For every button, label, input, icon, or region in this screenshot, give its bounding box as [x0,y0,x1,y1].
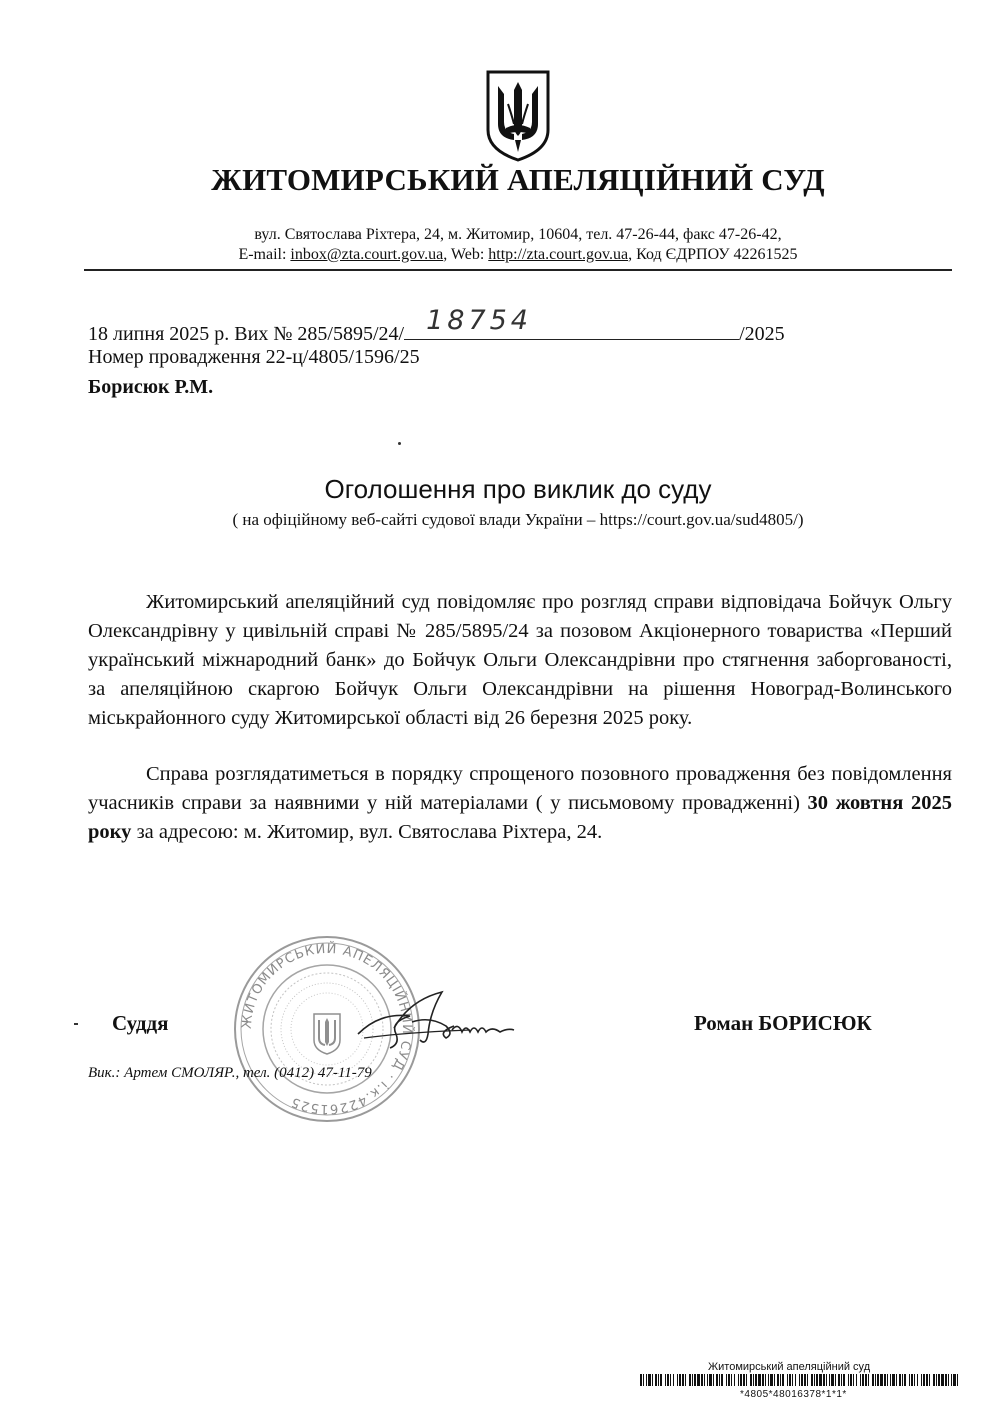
barcode-bar [853,1374,854,1386]
barcode-bar [731,1374,732,1386]
barcode-bar [743,1374,745,1386]
barcode-bar [917,1374,918,1386]
barcode-bar [899,1374,901,1386]
barcode-bar [777,1374,779,1386]
barcode-bar [938,1374,940,1386]
barcode-bar [768,1374,769,1386]
barcode-bar [804,1374,806,1386]
barcode-bar [819,1374,822,1386]
barcode-bar [692,1374,693,1386]
paragraph-2-end: за адресою: м. Житомир, вул. Святослава Ріхтера, 24. [131,821,603,843]
barcode-bar [884,1374,886,1386]
barcode-bar [792,1374,793,1386]
barcode-bar [670,1374,671,1386]
barcode-bar [780,1374,781,1386]
barcode-bar [877,1374,879,1386]
barcode-bar [665,1374,666,1386]
barcode-bar [929,1374,930,1386]
paragraph-2-start: Справа розглядатиметься в порядку спрощеного позовного провадження без повідомлення учасників справи за наявними у ній матеріалами ( у письмовому провадженні) [88,763,952,814]
barcode-bar [945,1374,947,1386]
body-paragraph-1: Житомирський апеляційний суд повідомляє про розгляд справи відповідача Бойчук Ольгу Олександрівну у цивільній справі № 285/5895/24 за позовом Акціонерного товариства «Перший український міжнародний банк» до Бойчук Ольги Олександрівни про стягнення заборгованості, за апеляційною скаргою Бойчук Ольги Олександрівни на рішення Новоград-Волинського міськрайонного суду Житомирської області від 26 березня 2025 року. [88,591,952,729]
barcode-bar [697,1374,700,1386]
barcode-bar [814,1374,815,1386]
judge-name: Роман БОРИСЮК [694,1011,872,1035]
barcode-bar [658,1374,659,1386]
announcement-subtitle: ( на офіційному веб-сайті судової влади України – https://court.gov.ua/sud4805/) [232,510,804,529]
edrpou-code: , Код ЄДРПОУ 42261525 [628,246,798,263]
barcode-bar [789,1374,791,1386]
addressee: Борисюк Р.М. [88,376,214,398]
outgoing-number-blank [404,305,739,340]
barcode-bar [753,1374,754,1386]
email-label: E-mail: [238,246,291,263]
barcode-bar [782,1374,784,1386]
barcode-bar [892,1374,895,1386]
barcode-bar [835,1374,836,1386]
barcode-bar [914,1374,915,1386]
barcode-bar [875,1374,876,1386]
signature-role: Суддя [112,1011,169,1035]
outgoing-number-line [88,305,785,346]
barcode-bar [716,1374,718,1386]
barcode-bar [826,1374,827,1386]
barcode-bar [750,1374,752,1386]
barcode-bar [911,1374,913,1386]
barcode-bar [652,1374,653,1386]
court-name: ЖИТОМИРСЬКИЙ АПЕЛЯЦІЙНИЙ СУД [211,162,825,197]
barcode-bar [713,1374,714,1386]
barcode-bar [746,1374,747,1386]
barcode-bar [902,1374,903,1386]
barcode-bar [807,1374,808,1386]
barcode-bar [709,1374,712,1386]
email-link[interactable]: inbox@zta.court.gov.ua [290,246,444,263]
barcode-bar [926,1374,928,1386]
barcode-label: Житомирський апеляційний суд [708,1361,871,1373]
barcode-bar [685,1374,686,1386]
barcode-bar [721,1374,723,1386]
barcode-bar [787,1374,788,1386]
barcode-bar [816,1374,818,1386]
barcode-bar [689,1374,691,1386]
barcode-bar [948,1374,949,1386]
handwritten-number: 18754 [426,305,532,336]
seal-text: ЖИТОМИРСЬКИЙ АПЕЛЯЦІЙНИЙ СУД · і.к.42261525 [239,941,415,1117]
barcode-bar [795,1374,796,1386]
barcode-bar [957,1374,958,1386]
barcode-bar [774,1374,775,1386]
barcode-bar [770,1374,773,1386]
barcode-bar [728,1374,730,1386]
barcode-bar [880,1374,883,1386]
barcode-bar [951,1374,952,1386]
scan-mark [74,1023,78,1025]
barcode-bar [738,1374,739,1386]
proceeding-number: Номер провадження 22-ц/4805/1596/25 [88,346,420,368]
barcode-bar [921,1374,922,1386]
barcode-bar [694,1374,696,1386]
barcode-bar [701,1374,703,1386]
barcode-bar [841,1374,842,1386]
header-divider [84,269,952,271]
barcode-bar [890,1374,891,1386]
barcode-bar [923,1374,925,1386]
web-label: , Web: [443,246,489,263]
body-paragraph-2 [88,760,952,847]
barcode-bar [740,1374,742,1386]
barcode-bar [801,1374,803,1386]
barcode-bar [765,1374,766,1386]
barcode-bar [660,1374,662,1386]
barcode-bar [719,1374,720,1386]
barcode-bar [862,1374,864,1386]
executor-line: Вик.: Артем СМОЛЯР., тел. (0412) 47-11-79 [88,1065,372,1081]
barcode-bar [682,1374,684,1386]
barcode-bar [811,1374,813,1386]
barcode-bar [933,1374,935,1386]
barcode-bar [679,1374,681,1386]
barcode-bar [667,1374,669,1386]
barcode-bar [758,1374,761,1386]
barcode-bar [856,1374,857,1386]
barcode-bar [734,1374,735,1386]
barcode-bar [823,1374,825,1386]
announcement-title: Оголошення про виклик до суду [324,474,712,504]
barcode-bar [838,1374,840,1386]
barcode-bar [904,1374,906,1386]
barcode-bar [850,1374,852,1386]
barcode-bar [755,1374,757,1386]
barcode-bar [887,1374,888,1386]
barcode-bar [843,1374,845,1386]
barcode-bar [704,1374,705,1386]
court-contacts [0,246,1000,264]
barcode-text: *4805*48016378*1*1* [740,1389,847,1400]
barcode-bar [953,1374,956,1386]
barcode-bar [909,1374,910,1386]
barcode-bar [848,1374,849,1386]
barcode-bar [640,1374,642,1386]
outgoing-suffix: /2025 [739,323,785,345]
web-link[interactable]: http://zta.court.gov.ua [488,246,629,263]
barcode-bar [648,1374,651,1386]
barcode-bar [941,1374,944,1386]
hearing-date: 30 жовтня 2025 року [88,792,952,843]
barcode [640,1374,958,1386]
handwritten-signature [350,982,520,1062]
barcode-bar [655,1374,657,1386]
court-address: вул. Святослава Ріхтера, 24, м. Житомир, 10604, тел. 47-26-44, факс 47-26-42, [254,226,782,243]
coat-of-arms-icon [484,68,552,164]
outgoing-prefix: 18 липня 2025 р. Вих № 285/5895/24/ [88,323,405,345]
barcode-bar [831,1374,834,1386]
barcode-bar [677,1374,678,1386]
barcode-bar [865,1374,867,1386]
barcode-bar [762,1374,764,1386]
barcode-bar [936,1374,937,1386]
barcode-bar [799,1374,800,1386]
barcode-bar [896,1374,897,1386]
barcode-bar [829,1374,830,1386]
barcode-bar [707,1374,708,1386]
barcode-bar [872,1374,874,1386]
barcode-bar [673,1374,674,1386]
barcode-bar [860,1374,861,1386]
barcode-bar [726,1374,727,1386]
barcode-bar [646,1374,647,1386]
scan-speck [398,442,401,445]
barcode-bar [643,1374,644,1386]
barcode-bar [868,1374,869,1386]
